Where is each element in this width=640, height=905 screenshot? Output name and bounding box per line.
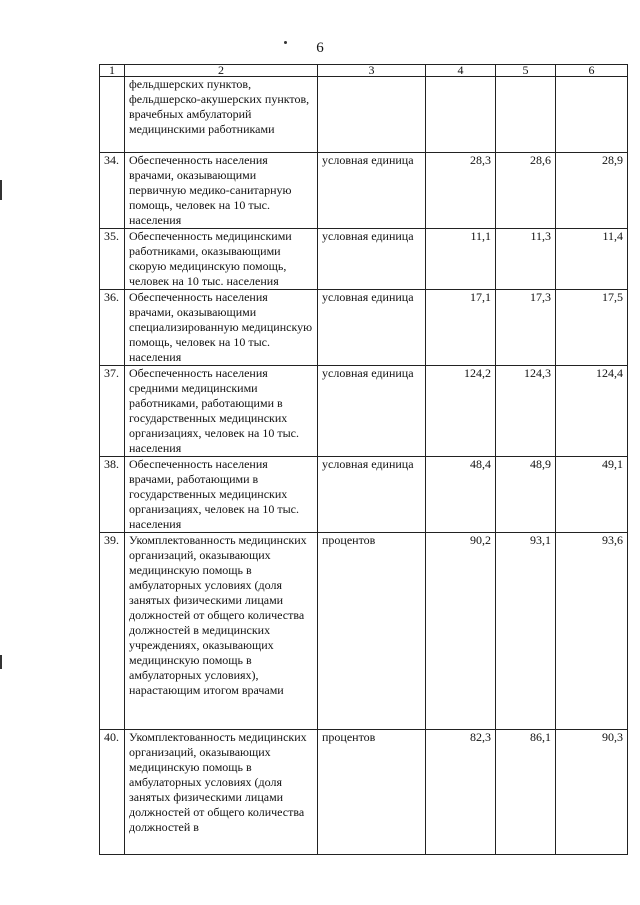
indicator-name: Укомплектованность медицинских организаций, оказывающих медицинскую помощь в амбулаторных условиях (доля занятых физическими лицами должностей от общего количества должностей в медицинских учреждениях, оказывающих медицинскую помощь в амбулаторных условиях), нарастающим итогом врачами <box>125 533 318 730</box>
value-year-3: 28,9 <box>556 153 628 229</box>
value-year-1: 11,1 <box>426 229 496 290</box>
value-year-2: 124,3 <box>496 366 556 457</box>
value-year-2: 93,1 <box>496 533 556 730</box>
column-header: 5 <box>496 65 556 77</box>
indicator-name: Укомплектованность медицинских организаций, оказывающих медицинскую помощь в амбулаторных условиях (доля занятых физическими лицами должностей от общего количества должностей в <box>125 730 318 855</box>
unit: условная единица <box>318 153 426 229</box>
column-header: 1 <box>100 65 125 77</box>
scan-edge-mark <box>0 655 2 669</box>
value-year-1: 28,3 <box>426 153 496 229</box>
value-year-2: 28,6 <box>496 153 556 229</box>
value-year-3: 11,4 <box>556 229 628 290</box>
indicator-name: Обеспеченность населения средними медицинскими работниками, работающими в государственных медицинских организациях, человек на 10 тыс. населения <box>125 366 318 457</box>
table-row <box>100 229 628 290</box>
unit <box>318 77 426 153</box>
indicator-name: фельдшерских пунктов, фельдшерско-акушерских пунктов, врачебных амбулаторий медицинскими работниками <box>125 77 318 153</box>
unit: процентов <box>318 533 426 730</box>
indicator-name: Обеспеченность населения врачами, работающими в государственных медицинских организациях, человек на 10 тыс. населения <box>125 457 318 533</box>
indicator-name: Обеспеченность населения врачами, оказывающими первичную медико-санитарную помощь, человек на 10 тыс. населения <box>125 153 318 229</box>
column-header: 2 <box>125 65 318 77</box>
value-year-2: 48,9 <box>496 457 556 533</box>
table-row <box>100 77 628 153</box>
indicators-table <box>99 64 628 855</box>
row-number: 38. <box>100 457 125 533</box>
row-number: 36. <box>100 290 125 366</box>
indicator-name: Обеспеченность медицинскими работниками, оказывающими скорую медицинскую помощь, человек на 10 тыс. населения <box>125 229 318 290</box>
value-year-1: 90,2 <box>426 533 496 730</box>
unit: процентов <box>318 730 426 855</box>
value-year-2 <box>496 77 556 153</box>
unit: условная единица <box>318 457 426 533</box>
column-number-row <box>100 65 628 77</box>
unit: условная единица <box>318 290 426 366</box>
scan-speck <box>284 41 287 44</box>
row-number: 40. <box>100 730 125 855</box>
scan-edge-mark <box>0 180 2 200</box>
value-year-3: 90,3 <box>556 730 628 855</box>
table-row <box>100 457 628 533</box>
column-header: 6 <box>556 65 628 77</box>
value-year-3: 124,4 <box>556 366 628 457</box>
table-row <box>100 153 628 229</box>
value-year-2: 17,3 <box>496 290 556 366</box>
value-year-3: 17,5 <box>556 290 628 366</box>
column-header: 3 <box>318 65 426 77</box>
value-year-3 <box>556 77 628 153</box>
row-number: 35. <box>100 229 125 290</box>
value-year-1 <box>426 77 496 153</box>
page-number: 6 <box>316 40 324 56</box>
row-number: 34. <box>100 153 125 229</box>
row-number: 39. <box>100 533 125 730</box>
value-year-2: 86,1 <box>496 730 556 855</box>
table-row <box>100 533 628 730</box>
table-row <box>100 290 628 366</box>
value-year-1: 124,2 <box>426 366 496 457</box>
value-year-1: 48,4 <box>426 457 496 533</box>
row-number: 37. <box>100 366 125 457</box>
row-number <box>100 77 125 153</box>
value-year-1: 17,1 <box>426 290 496 366</box>
value-year-1: 82,3 <box>426 730 496 855</box>
value-year-2: 11,3 <box>496 229 556 290</box>
column-header: 4 <box>426 65 496 77</box>
value-year-3: 49,1 <box>556 457 628 533</box>
table-row <box>100 730 628 855</box>
unit: условная единица <box>318 366 426 457</box>
value-year-3: 93,6 <box>556 533 628 730</box>
indicator-name: Обеспеченность населения врачами, оказывающими специализированную медицинскую помощь, человек на 10 тыс. населения <box>125 290 318 366</box>
table-row <box>100 366 628 457</box>
unit: условная единица <box>318 229 426 290</box>
